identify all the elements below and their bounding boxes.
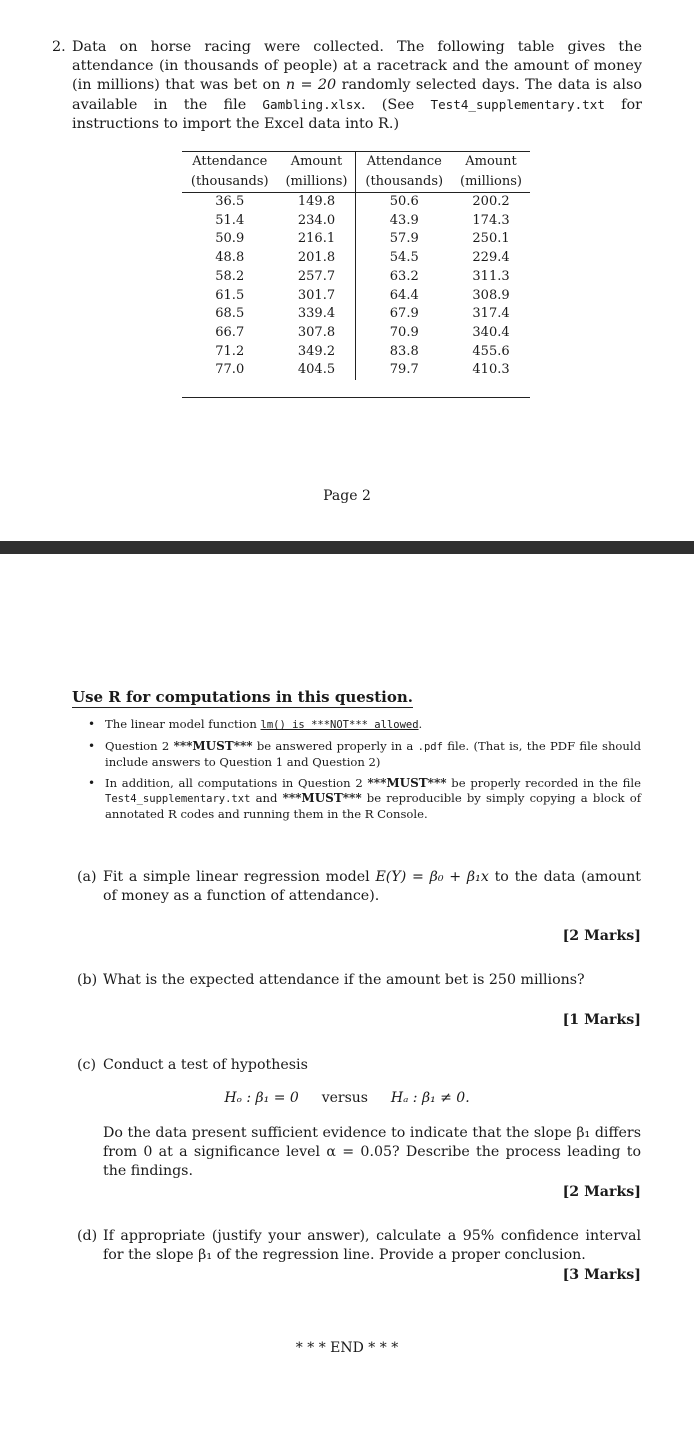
table-cell: 257.7 [277,268,356,287]
table-units-row [182,172,530,193]
table-cell: 404.5 [277,361,356,380]
table-row [182,324,530,343]
table-row [182,230,530,249]
table-row [182,249,530,268]
part-b-label: (b) [77,972,98,988]
bullet-icon: • [88,739,96,753]
table-cell: 58.2 [215,268,245,284]
part-c-text-2: Do the data present sufficient evidence to indicate that the slope β₁ differs from 0 at a significance level α = 0.05? Describe the process leading to the findings. [103,1125,641,1179]
part-a-label: (a) [77,869,97,885]
intro-text-2: randomly selected days. The data is also available in the file [72,77,642,113]
question-number: 2. [52,39,66,55]
table-cell: 174.3 [472,212,510,228]
list-item [88,776,641,822]
table-cell: 64.4 [389,287,419,303]
table-cell: 67.9 [389,306,419,322]
bullet-text: Question 2 [105,739,174,753]
table-cell: 200.2 [472,194,510,209]
part-b-text: What is the expected attendance if the amount bet is 250 millions? [103,972,585,988]
table-cell: 311.3 [472,268,510,284]
table-bottom-rule [182,397,530,398]
bullet-text: be properly recorded in the file [446,776,641,790]
bullet-text: The linear model function [105,717,261,731]
page-number: Page 2 [323,488,371,504]
table-cell: 340.4 [472,324,510,340]
header-attendance-2: Attendance [356,152,452,173]
data-file-name: Gambling.xlsx [262,97,361,112]
sample-size: n = 20 [285,77,337,93]
instructions-title: Use R for computations in this question. [72,688,413,706]
header-attendance-1: Attendance [182,152,277,173]
table-row [182,268,530,287]
units-amount-2: (millions) [452,172,530,193]
table-row [182,305,530,324]
part-c-text: Conduct a test of hypothesis [103,1057,308,1073]
table-cell: 349.2 [277,343,356,362]
part-b [77,971,641,990]
units-attendance-1: (thousands) [182,172,277,193]
bullet-icon: • [88,717,96,731]
table-cell: 234.0 [277,212,356,231]
null-hypothesis: Hₒ : β₁ = 0 [224,1090,299,1106]
part-d-label: (d) [77,1228,98,1244]
table-cell: 339.4 [277,305,356,324]
units-attendance-2: (thousands) [356,172,452,193]
table-cell: 317.4 [472,306,510,322]
question-intro [52,38,642,134]
list-item [88,739,641,770]
table-cell: 216.1 [277,230,356,249]
part-d-marks: [3 Marks] [562,1267,641,1283]
part-d [77,1227,641,1265]
alternative-hypothesis: Hₐ : β₁ ≠ 0. [390,1090,470,1106]
must-emphasis: ***MUST*** [367,776,447,790]
table-cell: 70.9 [389,324,419,340]
regression-formula: E(Y) = β₀ + β₁x [375,869,489,885]
hypotheses [0,1090,694,1106]
header-amount-1: Amount [277,152,356,173]
table-cell: 61.5 [215,287,245,303]
table-cell: 50.9 [215,231,245,247]
table-row [182,193,530,212]
table-cell: 43.9 [389,212,419,228]
table-cell: 54.5 [389,250,419,266]
part-a-text: to the data (amount of money as a function of attendance). [103,869,641,904]
header-amount-2: Amount [452,152,530,173]
table-cell: 79.7 [389,362,419,378]
part-a [77,868,641,906]
bullet-text: file. (That is, the PDF file should include answers to Question 1 and Question 2) [105,739,642,769]
part-c-question [77,1124,641,1181]
end-marker: * * * END * * * [295,1340,399,1356]
table-cell: 48.8 [215,250,245,266]
pdf-extension: .pdf [417,741,443,753]
table-cell: 250.1 [472,231,510,247]
table-row [182,212,530,231]
table-cell: 63.2 [389,268,419,284]
bullet-text: be answered properly in a [252,739,418,753]
table-cell: 301.7 [277,287,356,306]
table-cell: 410.3 [472,362,510,378]
versus-text: versus [321,1090,368,1106]
part-b-marks: [1 Marks] [562,1012,641,1028]
table-row [182,343,530,362]
table-cell: 307.8 [277,324,356,343]
bullet-text: be reproducible by simply copying a block of annotated R codes and running them in the R Console. [105,791,641,821]
page-divider [0,541,694,554]
table-header-row [182,152,530,173]
part-a-text: Fit a simple linear regression model [103,869,376,885]
data-table [182,151,530,380]
supplementary-file-name: Test4_supplementary.txt [430,97,605,112]
table-cell: 77.0 [215,362,245,378]
table-cell: 36.5 [215,194,245,209]
table-cell: 50.6 [389,194,419,209]
table-cell: 201.8 [277,249,356,268]
table-row [182,287,530,306]
instructions-list [88,717,641,828]
table-cell: 68.5 [215,306,245,322]
units-amount-1: (millions) [277,172,356,193]
list-item [88,717,641,733]
bullet-text: and [250,791,283,805]
table-cell: 66.7 [215,324,245,340]
supplementary-file-name: Test4_supplementary.txt [105,793,251,805]
intro-text-1: Data on horse racing were collected. The following table gives the attendance (in thousands of people) at a racetrack and the amount of money (in millions) that was bet on [72,39,642,93]
bullet-text: In addition, all computations in Question 2 [105,776,368,790]
table-cell: 229.4 [472,250,510,266]
table-cell: 83.8 [389,343,419,359]
table-cell: 51.4 [215,212,245,228]
table-cell: 149.8 [277,193,356,212]
table-row [182,361,530,380]
bullet-text: . [418,717,423,731]
lm-restriction: lm() is ***NOT*** allowed [260,719,419,731]
part-a-marks: [2 Marks] [562,928,641,944]
part-d-text: If appropriate (justify your answer), calculate a 95% confidence interval for the slope β₁ of the regression line. Provide a proper conclusion. [103,1228,641,1263]
table-cell: 455.6 [472,343,510,359]
must-emphasis: ***MUST*** [282,791,362,805]
table-cell: 308.9 [472,287,510,303]
intro-text-3: . (See [361,97,431,113]
part-c-label: (c) [77,1057,97,1073]
bullet-icon: • [88,776,96,790]
must-emphasis: ***MUST*** [173,739,253,753]
intro-text-4: for instructions to import the Excel data into R.) [72,97,642,132]
part-c [77,1056,641,1075]
table-cell: 71.2 [215,343,245,359]
table-cell: 57.9 [389,231,419,247]
part-c-marks: [2 Marks] [562,1184,641,1200]
